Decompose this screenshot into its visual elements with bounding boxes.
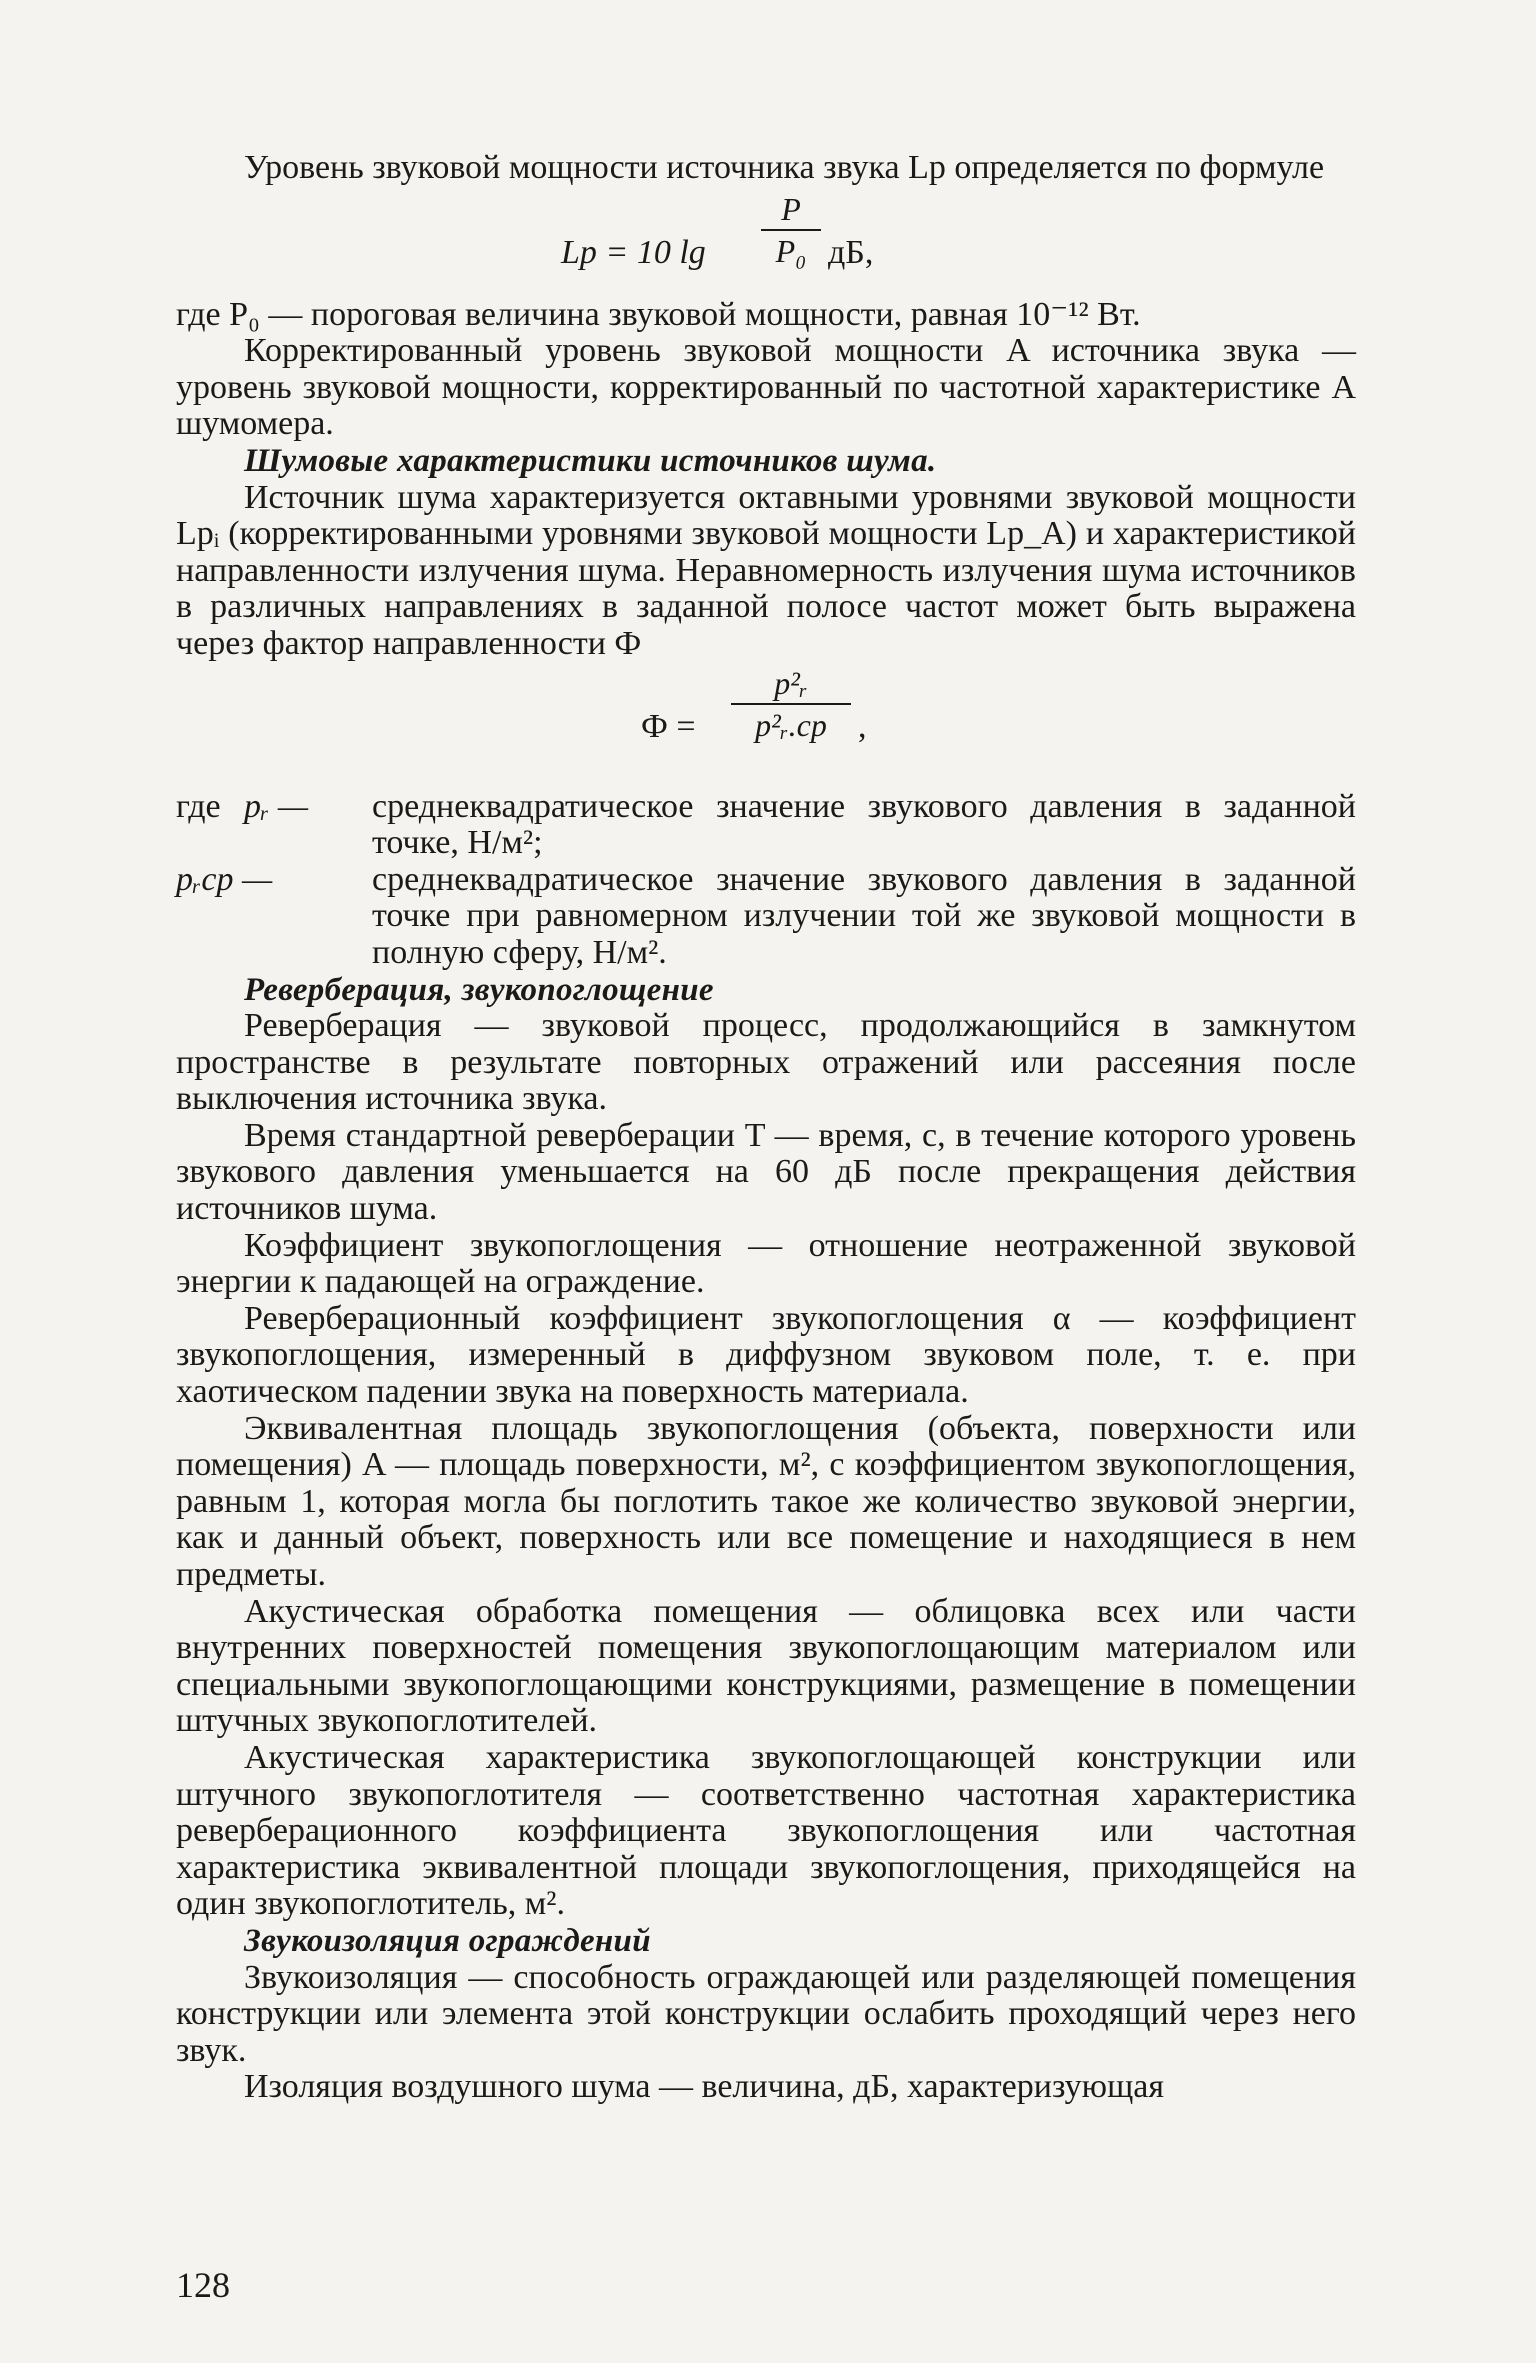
formula-fraction: [731, 665, 851, 744]
formula-unit: дБ,: [828, 233, 874, 271]
paragraph: Реверберационный коэффициент звукопоглощения α — коэффициент звукопоглощения, измеренный в диффузном звуковом поле, т. е. при хаотическом падении звука на поверхность материала.: [176, 1299, 1356, 1411]
fraction-bar: [731, 703, 851, 705]
paragraph: Эквивалентная площадь звукопоглощения (объекта, поверхности или помещения) A — площадь поверхности, м², с коэффициентом звукопоглощения, равным 1, которая могла бы поглотить такое же количество звуковой энергии, как и данный объект, поверхность или все помещение и находящиеся в нем предметы.: [176, 1409, 1356, 1593]
paragraph: Изоляция воздушного шума — величина, дБ, характеризующая: [244, 2068, 1164, 2106]
formula-fraction: [761, 191, 821, 270]
paragraph: Время стандартной реверберации T — время, с, в течение которого уровень звукового давления уменьшается на 60 дБ после прекращения действия источников шума.: [176, 1116, 1356, 1228]
formula-numerator: p²ᵣ: [774, 664, 808, 701]
paragraph: Коэффициент звукопоглощения — отношение неотраженной звуковой энергии к падающей на ограждение.: [176, 1226, 1356, 1301]
paragraph: Источник шума характеризуется октавными уровнями звуковой мощности Lpᵢ (корректированными уровнями звуковой мощности Lp_A) и характеристикой направленности излучения шума. Неравномерность излучения шума источников в различных направлениях в заданной полосе частот может быть выражена через фактор направленности Ф: [176, 478, 1356, 662]
paragraph: где P₀ — пороговая величина звуковой мощности, равная 10⁻¹² Вт.: [176, 295, 1141, 333]
paragraph: Звукоизоляция — способность ограждающей или разделяющей помещения конструкции или элемента этой конструкции ослабить проходящий через него звук.: [176, 1958, 1356, 2069]
paragraph: Реверберация — звуковой процесс, продолжающийся в замкнутом пространстве в результате повторных отражений или рассеяния после выключения источника звука.: [176, 1007, 1356, 1118]
definition-pr: [176, 789, 1356, 862]
section-heading: Шумовые характеристики источников шума.: [244, 442, 937, 479]
definition-text: среднеквадратическое значение звукового давления в заданной точке при равномерном излучении той же звуковой мощности в полную сферу, Н/м².: [372, 860, 1356, 971]
definition-symbol: pᵣ —: [244, 787, 309, 825]
formula-denominator: p²ᵣ.ср: [755, 707, 827, 744]
section-heading: Реверберация, звукопоглощение: [244, 971, 714, 1008]
definition-lead: где: [176, 787, 221, 825]
formula-lhs: Lp = 10 lg: [561, 233, 706, 271]
page-number: 128: [176, 2265, 230, 2305]
formula-lhs: Ф =: [641, 707, 696, 745]
paragraph: Корректированный уровень звуковой мощности A источника звука — уровень звуковой мощности, корректированный по частотной характеристике A шумомера.: [176, 332, 1356, 443]
body-text: [176, 150, 1356, 2106]
formula-numerator: P: [781, 190, 801, 227]
paragraph: Акустическая обработка помещения — облицовка всех или части внутренних поверхностей помещения звукопоглощающим материалом или специальными звукопоглощающими конструкциями, размещение в помещении штучных звукопоглотителей.: [176, 1592, 1356, 1740]
formula-sound-power-level: [176, 187, 1356, 297]
formula-comma: ,: [858, 707, 867, 745]
definition-prcp: [176, 862, 1356, 972]
definition-text: среднеквадратическое значение звукового давления в заданной точке, Н/м²;: [372, 787, 1356, 862]
definition-symbol: pᵣср —: [176, 860, 273, 898]
fraction-bar: [761, 229, 821, 231]
paragraph: Акустическая характеристика звукопоглощающей конструкции или штучного звукопоглотителя — соответственно частотная характеристика реверберационного коэффициента звукопоглощения или частотная характеристика эквивалентной площади звукопоглощения, приходящейся на один звукопоглотитель, м².: [176, 1738, 1356, 1923]
section-heading: Звукоизоляция ограждений: [244, 1922, 651, 1959]
formula-directivity-factor: [176, 663, 1356, 789]
paragraph: Уровень звуковой мощности источника звука Lp определяется по формуле: [244, 149, 1325, 186]
formula-denominator: P₀: [775, 233, 807, 270]
